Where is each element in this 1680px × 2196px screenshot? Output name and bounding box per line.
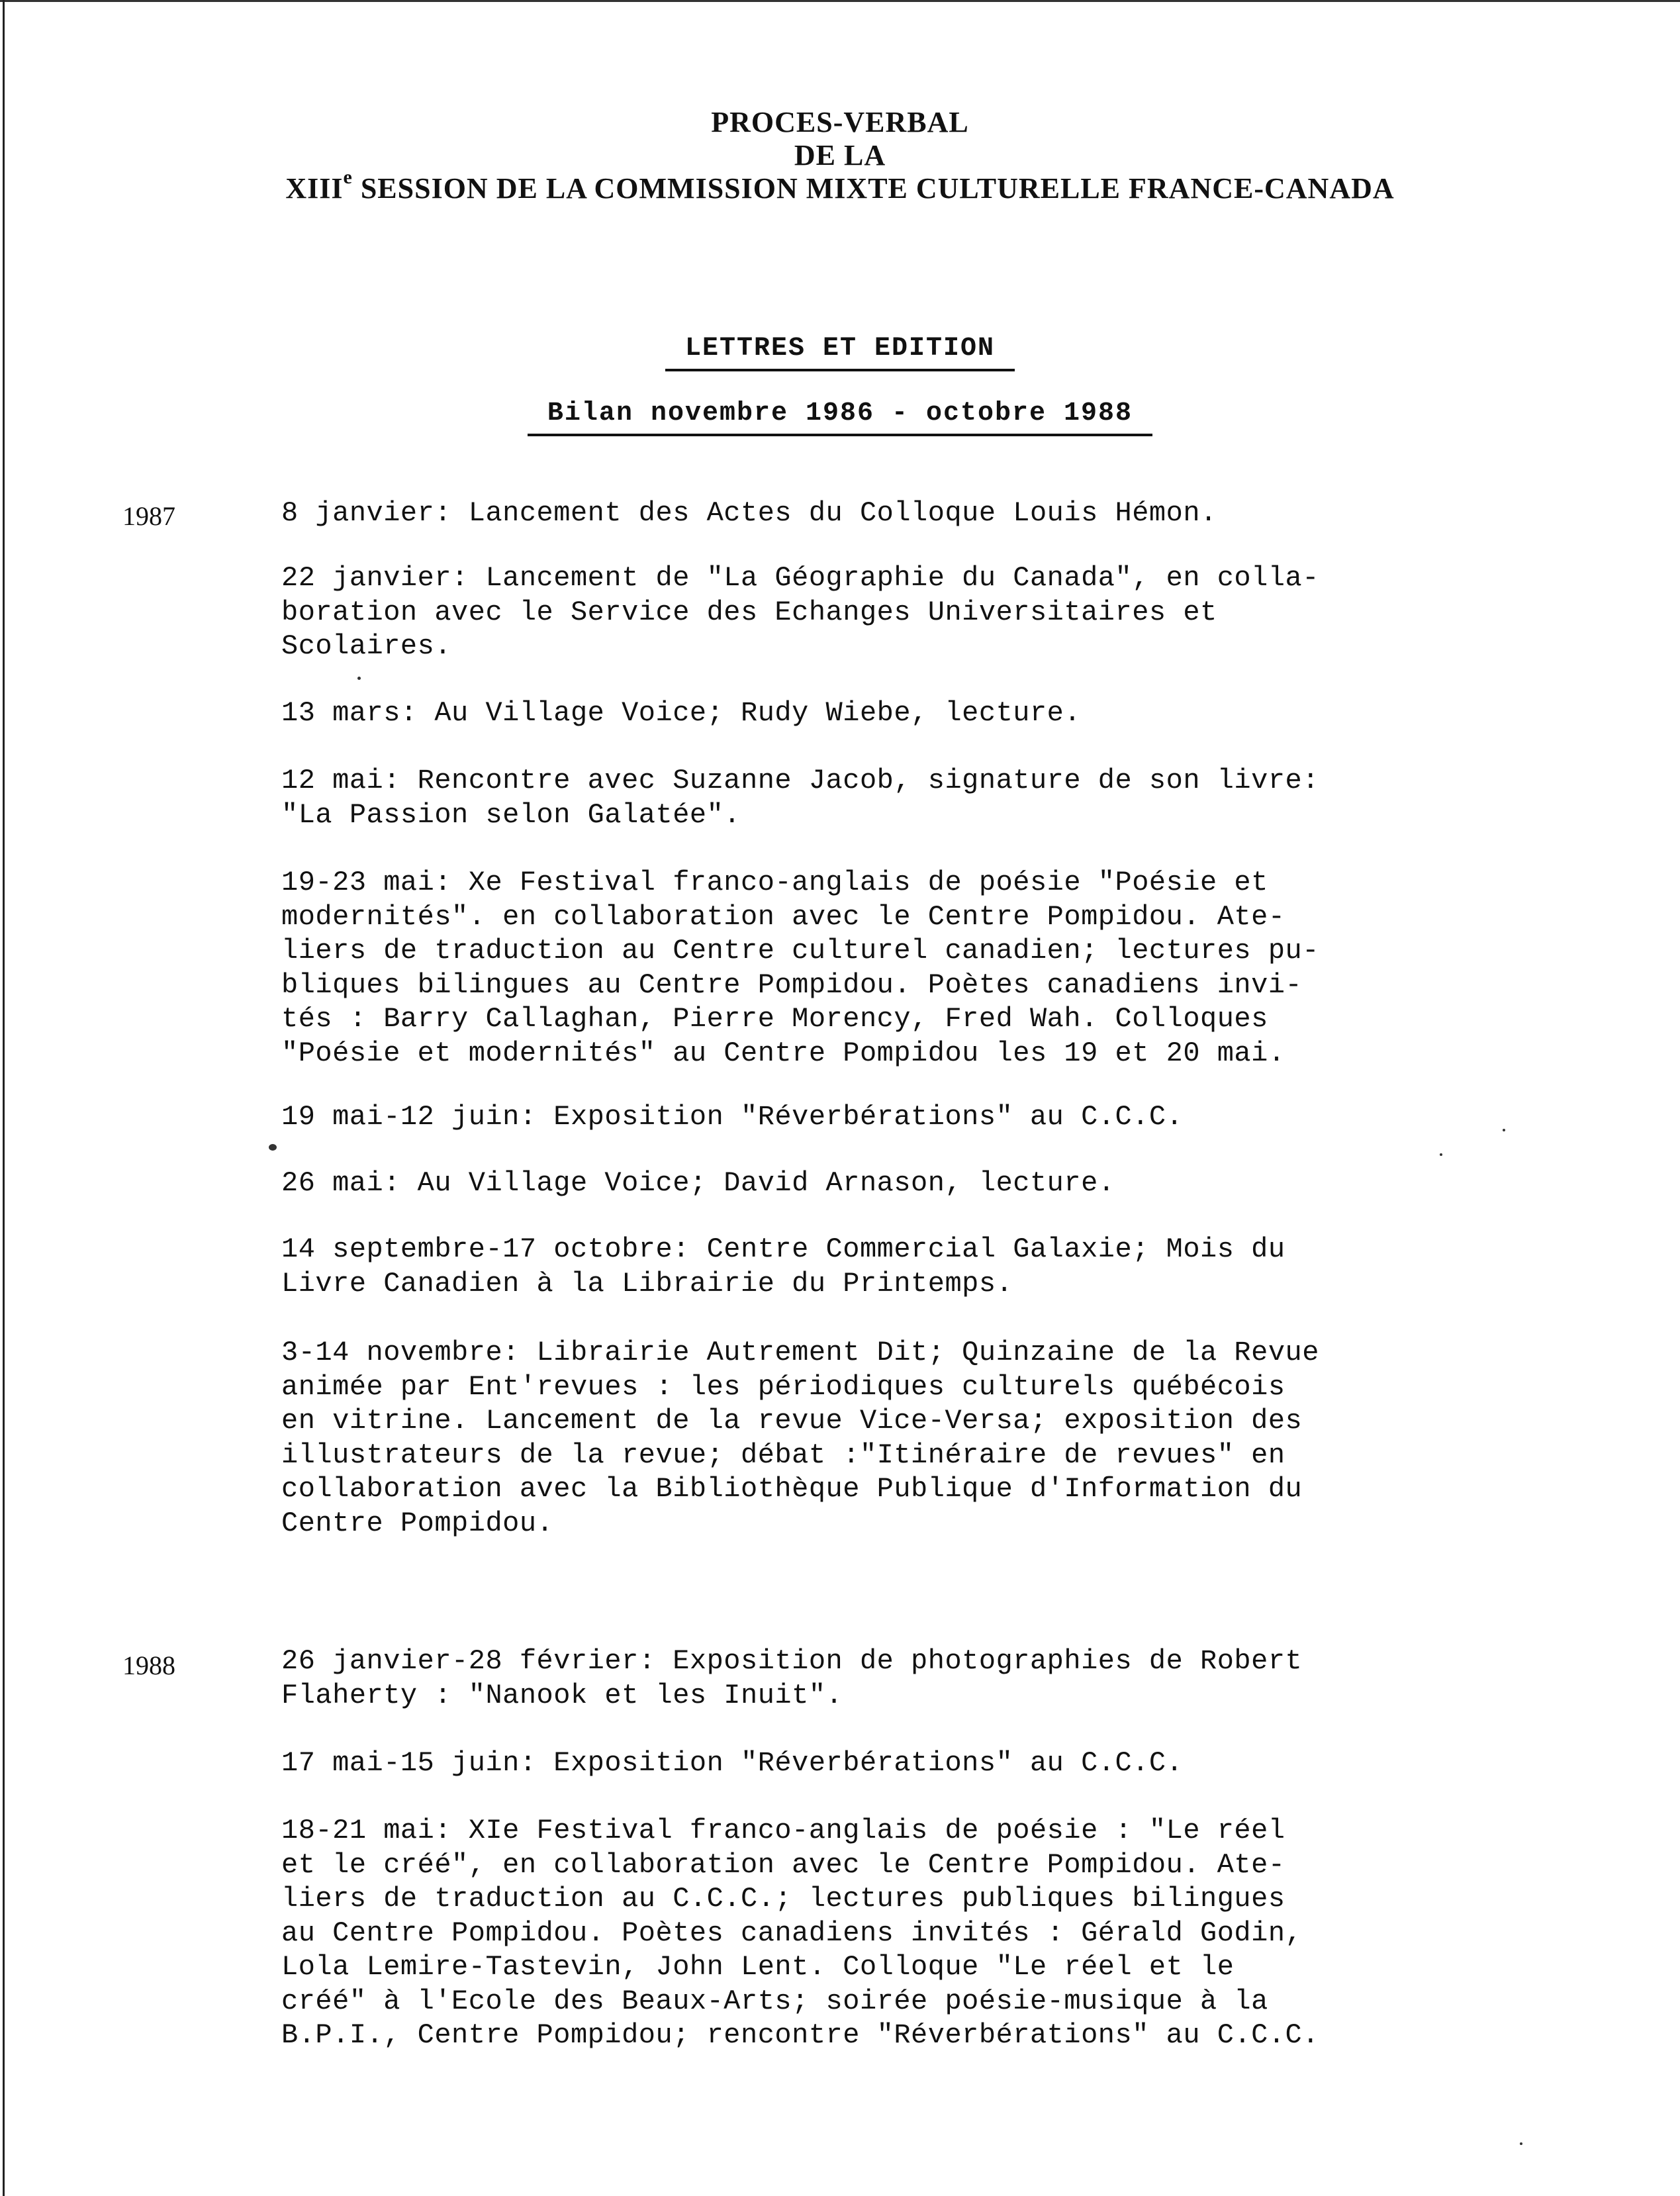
header-line-2: DE LA: [794, 139, 886, 171]
list-item: 26 janvier-28 février: Exposition de photographies de Robert Flaherty : "Nanook et les Inuit".: [281, 1645, 1303, 1711]
list-item: 3-14 novembre: Librairie Autrement Dit; Quinzaine de la Revue animée par Ent'revues : les périodiques culturels québécois en vitrine. Lancement de la revue Vice-Versa; exposition des illustrateurs de la revue; débat :"Itinéraire de revues" en collaboration avec la Bibliothèque Publique d'Information du Centre Pompidou.: [281, 1337, 1319, 1539]
list-item: 22 janvier: Lancement de "La Géographie du Canada", en colla- boration avec le Service des Echanges Universitaires et Scolaires.: [281, 562, 1319, 662]
list-item: 19-23 mai: Xe Festival franco-anglais de poésie "Poésie et modernités". en collaboration avec le Centre Pompidou. Ate- liers de traduction au Centre culturel canadien; lectures pu- bliques bilingues au Centre Pompidou. Poètes canadiens invi- tés : Barry Callaghan, Pierre Morency, Fred Wah. Colloques "Poésie et modernités" au Centre Pompidou les 19 et 20 mai.: [281, 867, 1319, 1069]
list-item: 14 septembre-17 octobre: Centre Commercial Galaxie; Mois du Livre Canadien à la Librairie du Printemps.: [281, 1233, 1285, 1300]
list-item: 8 janvier: Lancement des Actes du Colloque Louis Hémon.: [281, 497, 1217, 529]
list-item: 19 mai-12 juin: Exposition "Réverbérations" au C.C.C.: [281, 1101, 1184, 1133]
list-item: 18-21 mai: XIe Festival franco-anglais de poésie : "Le réel et le créé", en collaboration avec le Centre Pompidou. Ate- liers de traduction au C.C.C.; lectures publiques bilingues au Centre Pompidou. Poètes canadiens invités : Gérald Godin, Lola Lemire-Tastevin, John Lent. Colloque "Le réel et le créé" à l'Ecole des Beaux-Arts; soirée poésie-musique à la B.P.I., Centre Pompidou; rencontre "Réverbérations" au C.C.C.: [281, 1815, 1319, 2051]
list-item: 17 mai-15 juin: Exposition "Réverbérations" au C.C.C.: [281, 1747, 1184, 1779]
header-session-suffix: e: [343, 166, 353, 188]
header-line-1: PROCES-VERBAL: [711, 106, 969, 138]
year-label-1987: 1987: [122, 501, 175, 531]
list-item: 13 mars: Au Village Voice; Rudy Wiebe, lecture.: [281, 697, 1082, 729]
section-subtitle: [0, 398, 1680, 436]
year-label-1988: 1988: [122, 1650, 175, 1680]
header-session-number: XIII: [285, 172, 344, 205]
list-item: 26 mai: Au Village Voice; David Arnason, lecture.: [281, 1167, 1115, 1199]
scan-speck: [269, 1144, 277, 1151]
page-left-edge: [3, 0, 5, 2196]
scan-speck: [1520, 2142, 1522, 2145]
scan-speck: [1440, 1153, 1442, 1156]
document-header: [0, 106, 1680, 205]
section-title-text: LETTRES ET EDITION: [665, 333, 1015, 371]
page-top-edge: [0, 0, 1680, 2]
scan-speck: [357, 677, 361, 680]
scan-speck: [1503, 1129, 1505, 1131]
header-line-3: [0, 166, 1680, 205]
section-subtitle-text: Bilan novembre 1986 - octobre 1988: [528, 398, 1152, 436]
list-item: 12 mai: Rencontre avec Suzanne Jacob, signature de son livre: "La Passion selon Galatée".: [281, 765, 1319, 831]
section-title: [0, 333, 1680, 371]
header-session-title: SESSION DE LA COMMISSION MIXTE CULTURELLE FRANCE-CANADA: [352, 172, 1395, 205]
